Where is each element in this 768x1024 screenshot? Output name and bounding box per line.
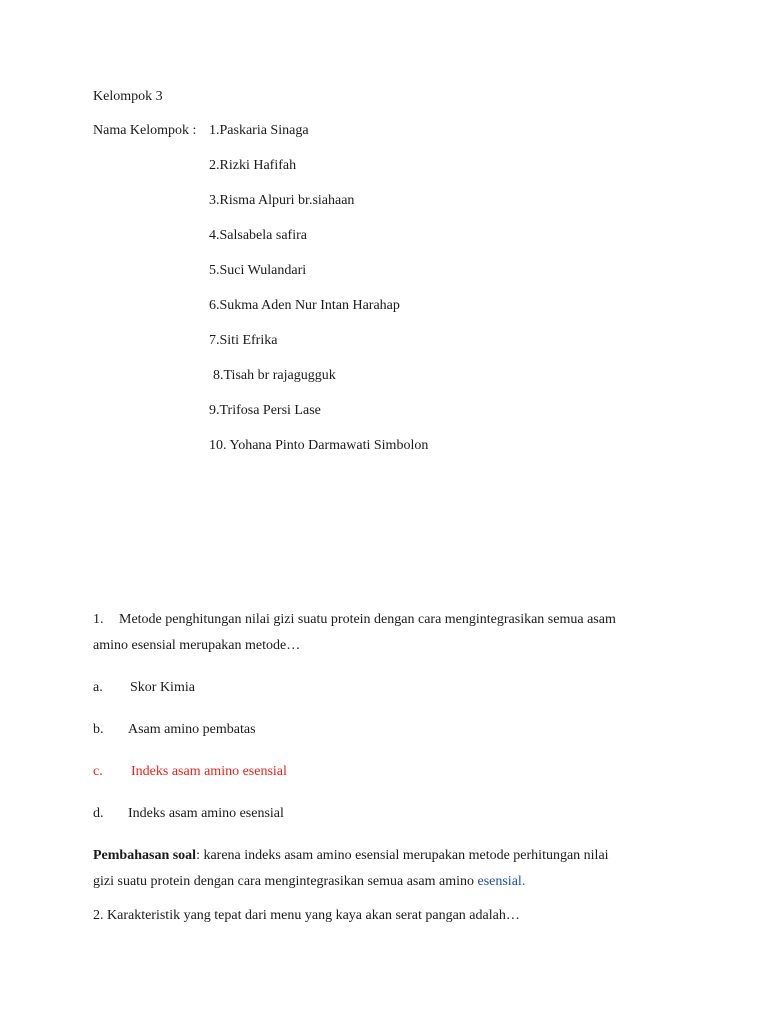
discussion-line-1 (93, 847, 609, 865)
discussion-text-2: gizi suatu protein dengan cara mengintegrasikan semua asam amino (93, 874, 478, 889)
option-a-letter: a. (93, 680, 103, 695)
member-4: 4.Salsabela safira (209, 228, 307, 243)
member-7: 7.Siti Efrika (209, 333, 278, 348)
question-1-text-line1: Metode penghitungan nilai gizi suatu protein dengan cara mengintegrasikan semua asam (119, 612, 616, 627)
option-c-text: Indeks asam amino esensial (131, 764, 287, 779)
member-6: 6.Sukma Aden Nur Intan Harahap (209, 298, 400, 313)
members-label: Nama Kelompok : (93, 123, 197, 138)
option-b-letter: b. (93, 722, 104, 737)
option-b-text: Asam amino pembatas (128, 722, 256, 737)
question-1-text-line2: amino esensial merupakan metode… (93, 638, 301, 653)
discussion-text-1: : karena indeks asam amino esensial merupakan metode perhitungan nilai (196, 848, 609, 863)
discussion-line-2 (93, 873, 525, 891)
question-2-text: 2. Karakteristik yang tepat dari menu yang kaya akan serat pangan adalah… (93, 908, 520, 923)
member-10: 10. Yohana Pinto Darmawati Simbolon (209, 438, 429, 453)
discussion-end: . (521, 874, 526, 889)
member-9: 9.Trifosa Persi Lase (209, 403, 321, 418)
group-title: Kelompok 3 (93, 89, 163, 104)
member-8: 8.Tisah br rajagugguk (213, 368, 336, 383)
option-c-letter: c. (93, 764, 103, 779)
discussion-link-word: esensial (477, 874, 522, 889)
discussion-label: Pembahasan soal (93, 848, 197, 863)
member-5: 5.Suci Wulandari (209, 263, 307, 278)
option-a-text: Skor Kimia (130, 680, 195, 695)
member-1: 1.Paskaria Sinaga (209, 123, 309, 138)
option-d-text: Indeks asam amino esensial (128, 806, 284, 821)
option-d-letter: d. (93, 806, 104, 821)
member-3: 3.Risma Alpuri br.siahaan (209, 193, 355, 208)
question-1-number: 1. (93, 612, 104, 627)
member-2: 2.Rizki Hafifah (209, 158, 297, 173)
